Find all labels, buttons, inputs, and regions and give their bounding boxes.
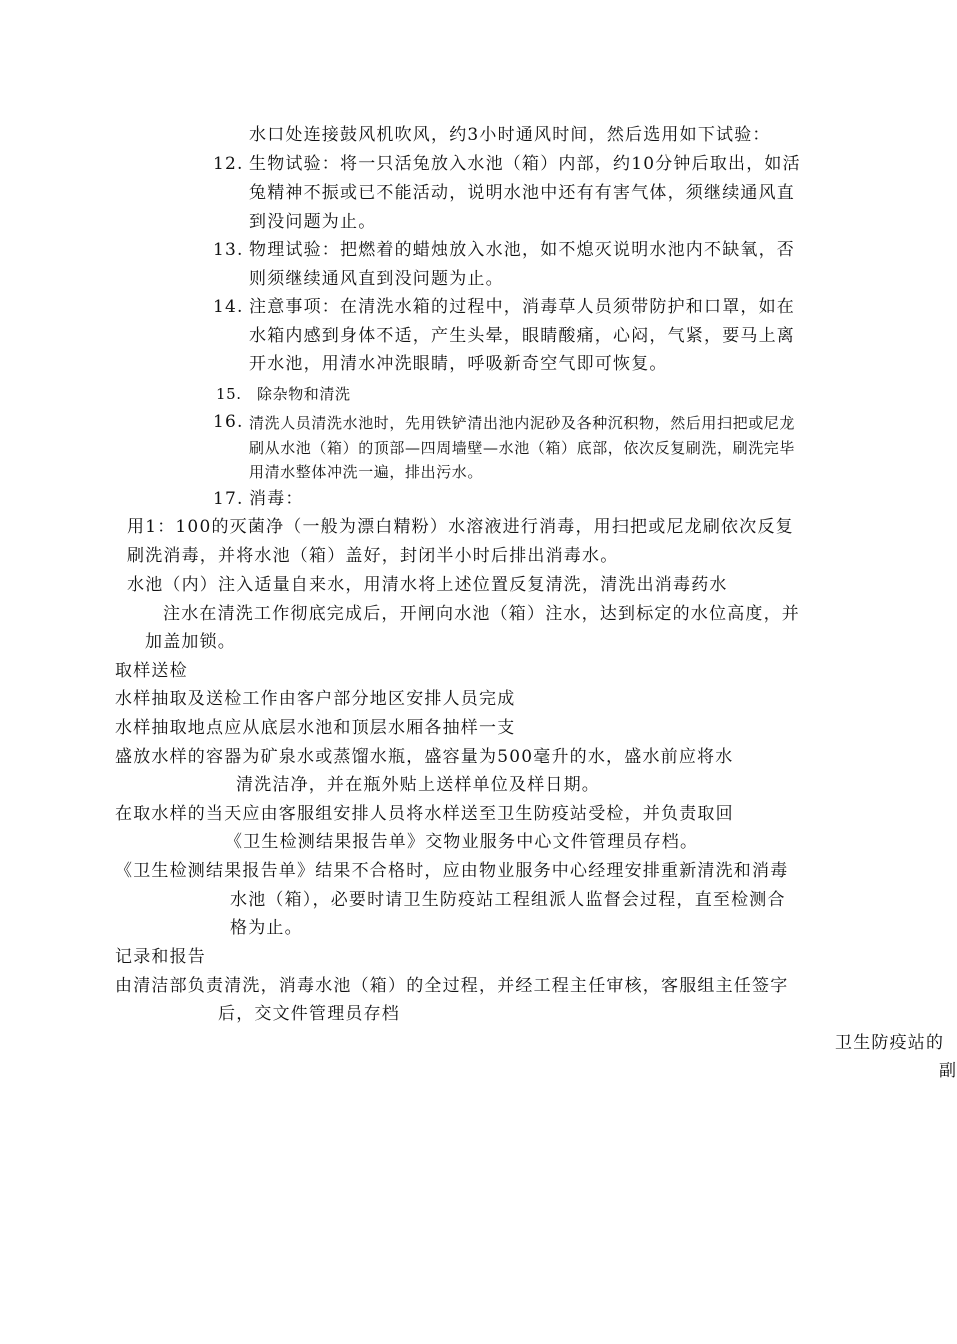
item-16-line-2: 刷从水池（箱）的顶部—四周墙壁—水池（箱）底部，依次反复刷洗，刷洗完毕	[249, 439, 796, 457]
sampling-line-1: 水样抽取及送检工作由客户部分地区安排人员完成	[115, 689, 516, 709]
sampling-line-5a: 《卫生检测结果报告单》结果不合格时，应由物业服务中心经理安排重新清洗和消毒	[115, 861, 789, 881]
footer-right-line-1: 卫生防疫站的	[835, 1033, 945, 1053]
footer-right-line-2: 副	[939, 1061, 957, 1081]
item-11-continuation: 水口处连接鼓风机吹风，约3小时通风时间，然后选用如下试验：	[249, 125, 771, 145]
item-12-number: 12.	[213, 154, 244, 174]
item-15-number: 15.	[216, 385, 242, 403]
item-13-number: 13.	[213, 240, 244, 260]
item-14-line-3: 开水池，用清水冲洗眼睛，呼吸新奇空气即可恢复。	[249, 354, 668, 374]
item-16-line-1: 清洗人员清洗水池时，先用铁铲清出池内泥砂及各种沉积物，然后用扫把或尼龙	[249, 414, 796, 432]
item-14-line-2: 水箱内感到身体不适，产生头晕，眼睛酸痛，心闷，气紧，要马上离	[249, 326, 795, 346]
sampling-line-4b: 《卫生检测结果报告单》交物业服务中心文件管理员存档。	[225, 832, 699, 852]
item-16-number: 16.	[213, 412, 244, 432]
item-14-number: 14.	[213, 297, 244, 317]
disinfect-para-3-line-2: 加盖加锁。	[145, 632, 236, 652]
item-12-line-2: 兔精神不振或已不能活动，说明水池中还有有害气体，须继续通风直	[249, 183, 795, 203]
sampling-line-3a: 盛放水样的容器为矿泉水或蒸馏水瓶，盛容量为500毫升的水，盛水前应将水	[115, 747, 734, 767]
sampling-line-5c: 格为止。	[230, 918, 303, 938]
item-13-line-1: 物理试验：把燃着的蜡烛放入水池，如不熄灭说明水池内不缺氧，否	[249, 240, 795, 260]
item-14-line-1: 注意事项：在清洗水箱的过程中，消毒草人员须带防护和口罩，如在	[249, 297, 795, 317]
disinfect-para-2: 水池（内）注入适量自来水，用清水将上述位置反复清洗，清洗出消毒药水	[127, 575, 728, 595]
sampling-heading: 取样送检	[115, 661, 188, 681]
item-17-text: 消毒：	[249, 489, 304, 509]
records-line-1a: 由清洁部负责清洗，消毒水池（箱）的全过程，并经工程主任审核，客服组主任签字	[115, 976, 789, 996]
item-13-line-2: 则须继续通风直到没问题为止。	[249, 269, 504, 289]
disinfect-para-3-line-1: 注水在清洗工作彻底完成后，开闸向水池（箱）注水，达到标定的水位高度，并	[163, 604, 800, 624]
records-heading: 记录和报告	[115, 947, 206, 967]
disinfect-para-1-line-2: 刷洗消毒，并将水池（箱）盖好，封闭半小时后排出消毒水。	[127, 546, 619, 566]
records-line-1b: 后，交文件管理员存档	[218, 1004, 400, 1024]
item-15-text: 除杂物和清洗	[257, 385, 351, 403]
item-12-line-1: 生物试验：将一只活兔放入水池（箱）内部，约10分钟后取出，如活	[249, 154, 801, 174]
sampling-line-3b: 清洗洁净，并在瓶外贴上送样单位及样日期。	[236, 775, 600, 795]
sampling-line-2: 水样抽取地点应从底层水池和顶层水厢各抽样一支	[115, 718, 516, 738]
disinfect-para-1-line-1: 用1：100的灭菌净（一般为漂白精粉）水溶液进行消毒，用扫把或尼龙刷依次反复	[127, 517, 794, 537]
sampling-line-4a: 在取水样的当天应由客服组安排人员将水样送至卫生防疫站受检，并负责取回	[115, 804, 734, 824]
item-16-line-3: 用清水整体冲洗一遍，排出污水。	[249, 463, 484, 481]
item-12-line-3: 到没问题为止。	[249, 212, 377, 232]
item-17-number: 17.	[213, 489, 244, 509]
sampling-line-5b: 水池（箱），必要时请卫生防疫站工程组派人监督会过程，直至检测合	[230, 890, 786, 910]
